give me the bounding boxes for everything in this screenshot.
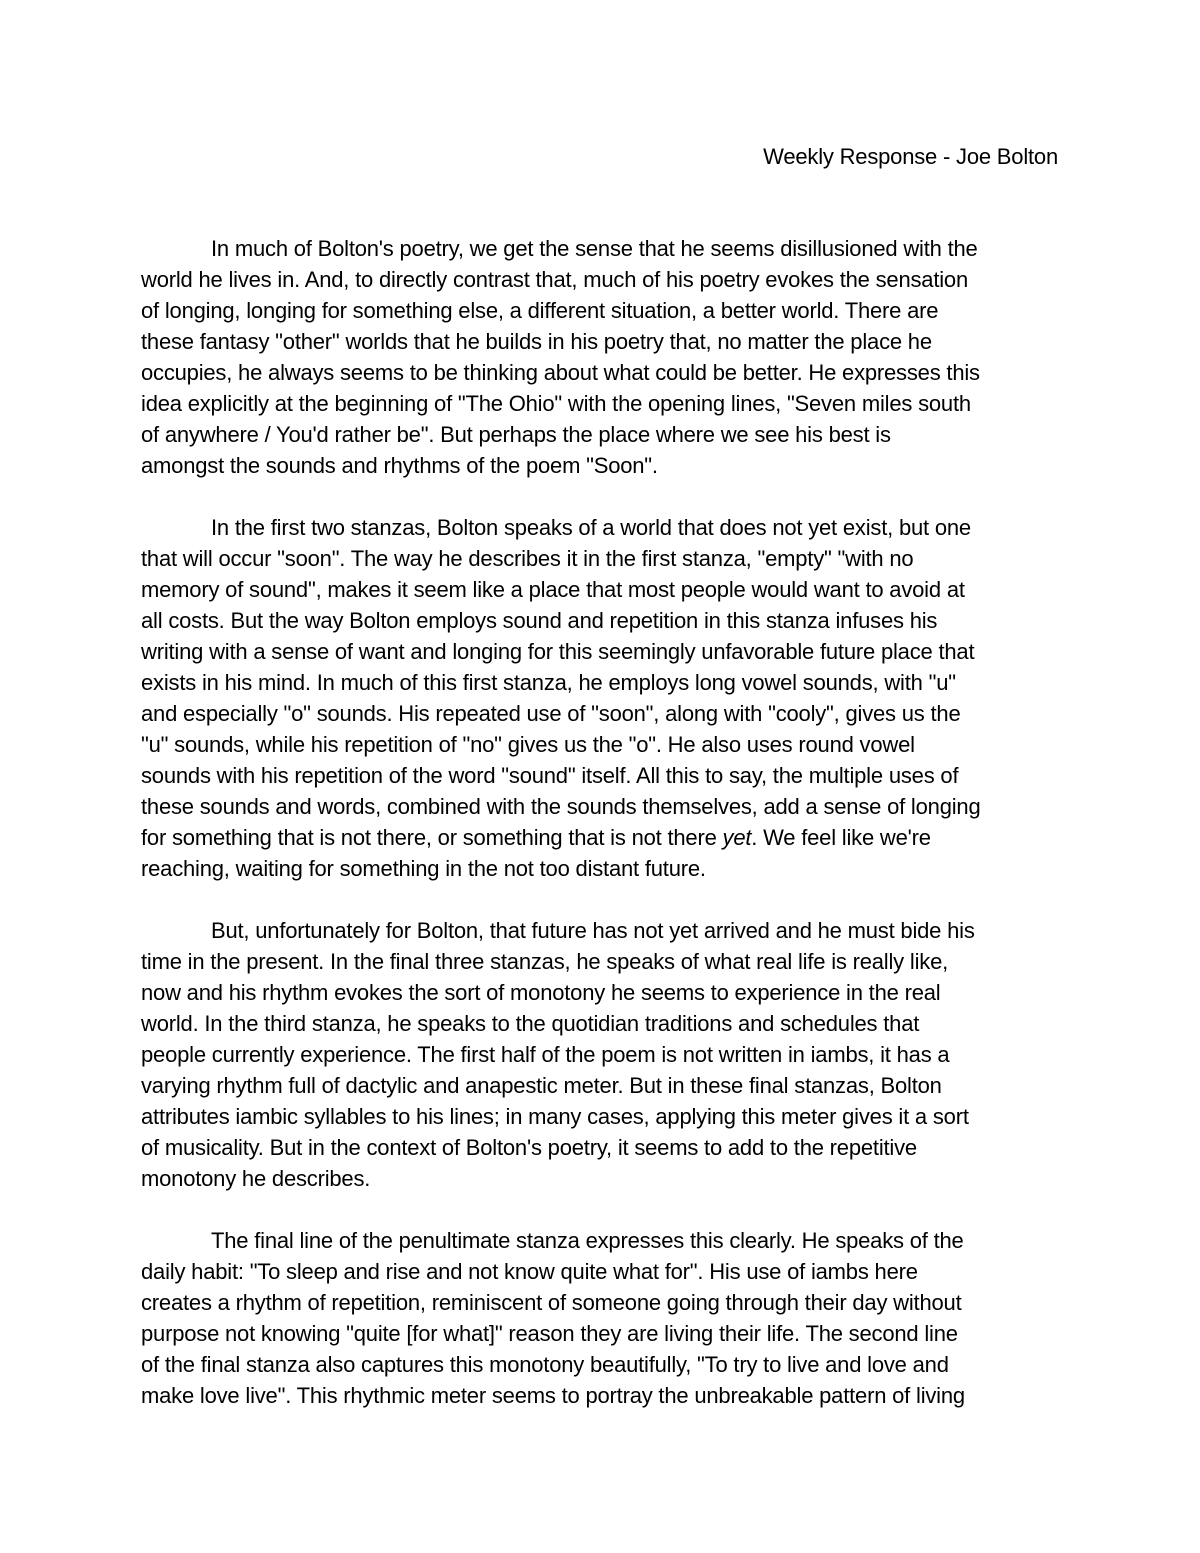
paragraph-line: world he lives in. And, to directly contrast that, much of his poetry evokes the sensation (141, 267, 968, 292)
paragraph-line: attributes iambic syllables to his lines; in many cases, applying this meter gives it a sort (141, 1104, 969, 1129)
paragraph-line: exists in his mind. In much of this first stanza, he employs long vowel sounds, with "u" (141, 670, 956, 695)
paragraph-line: make love live". This rhythmic meter seems to portray the unbreakable pattern of living (141, 1383, 965, 1408)
paragraph-line: world. In the third stanza, he speaks to the quotidian traditions and schedules that (141, 1011, 920, 1036)
paragraph-line: writing with a sense of want and longing for this seemingly unfavorable future place that (141, 639, 975, 664)
paragraph-1 (141, 233, 1071, 481)
paragraph-line: monotony he describes. (141, 1166, 371, 1191)
paragraph-line: creates a rhythm of repetition, reminiscent of someone going through their day without (141, 1290, 962, 1315)
paragraph-line: sounds with his repetition of the word "sound" itself. All this to say, the multiple uses of (141, 763, 959, 788)
paragraph-line: In much of Bolton's poetry, we get the sense that he seems disillusioned with the (211, 236, 978, 261)
paragraph-line: In the first two stanzas, Bolton speaks of a world that does not yet exist, but one (211, 515, 971, 540)
paragraph-line: time in the present. In the final three stanzas, he speaks of what real life is really like, (141, 949, 949, 974)
paragraph-line: amongst the sounds and rhythms of the poem "Soon". (141, 453, 658, 478)
paragraph-line: people currently experience. The first half of the poem is not written in iambs, it has a (141, 1042, 950, 1067)
paragraph-line: "u" sounds, while his repetition of "no" gives us the "o". He also uses round vowel (141, 732, 915, 757)
paragraph-line: of the final stanza also captures this monotony beautifully, "To try to live and love and (141, 1352, 949, 1377)
emphasis-text: yet (722, 825, 752, 850)
document-header: Weekly Response - Joe Bolton (763, 144, 1058, 169)
paragraph-line: The final line of the penultimate stanza expresses this clearly. He speaks of the (211, 1228, 964, 1253)
paragraph-line: daily habit: "To sleep and rise and not know quite what for". His use of iambs here (141, 1259, 918, 1284)
paragraph-line: of anywhere / You'd rather be". But perhaps the place where we see his best is (141, 422, 891, 447)
paragraph-line: purpose not knowing "quite [for what]" reason they are living their life. The second line (141, 1321, 958, 1346)
line-text: for something that is not there, or something that is not there (141, 825, 723, 850)
paragraph-line: of musicality. But in the context of Bolton's poetry, it seems to add to the repetitive (141, 1135, 917, 1160)
paragraph-line: now and his rhythm evokes the sort of monotony he seems to experience in the real (141, 980, 941, 1005)
paragraph-line: idea explicitly at the beginning of "The Ohio" with the opening lines, "Seven miles south (141, 391, 971, 416)
paragraph-line: all costs. But the way Bolton employs sound and repetition in this stanza infuses his (141, 608, 938, 633)
document-body (141, 233, 1071, 1442)
paragraph-2 (141, 512, 1071, 884)
paragraph-line: these fantasy "other" worlds that he builds in his poetry that, no matter the place he (141, 329, 932, 354)
paragraph-line: But, unfortunately for Bolton, that future has not yet arrived and he must bide his (211, 918, 975, 943)
paragraph-line: memory of sound", makes it seem like a place that most people would want to avoid at (141, 577, 965, 602)
paragraph-line: reaching, waiting for something in the not too distant future. (141, 856, 706, 881)
paragraph-line: varying rhythm full of dactylic and anapestic meter. But in these final stanzas, Bolton (141, 1073, 942, 1098)
paragraph-line-with-emphasis (141, 822, 1071, 853)
paragraph-3 (141, 915, 1071, 1194)
paragraph-4 (141, 1225, 1071, 1411)
paragraph-line: and especially "o" sounds. His repeated use of "soon", along with "cooly", gives us the (141, 701, 961, 726)
paragraph-line: of longing, longing for something else, a different situation, a better world. There are (141, 298, 939, 323)
paragraph-line: these sounds and words, combined with the sounds themselves, add a sense of longing (141, 794, 981, 819)
paragraph-line: occupies, he always seems to be thinking about what could be better. He expresses this (141, 360, 980, 385)
line-text-tail: . We feel like we're (751, 825, 931, 850)
paragraph-line: that will occur "soon". The way he describes it in the first stanza, "empty" "with no (141, 546, 914, 571)
